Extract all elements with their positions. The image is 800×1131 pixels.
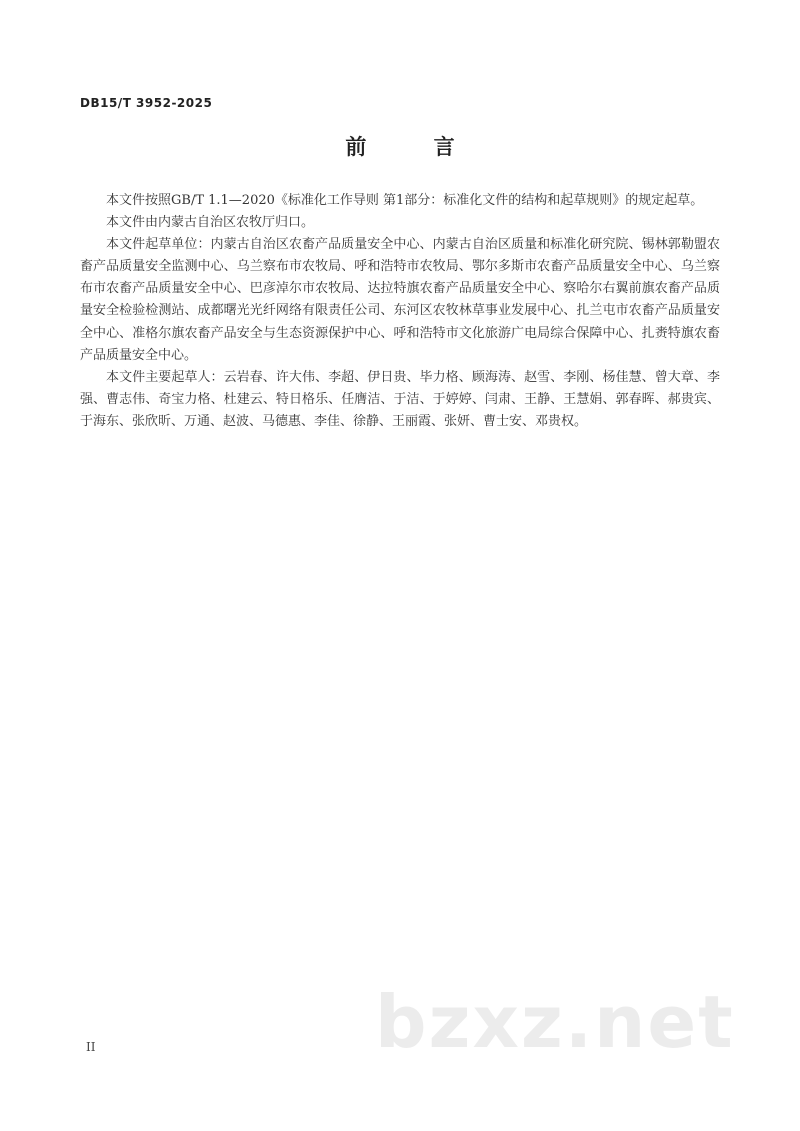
paragraph-drafting-units: 本文件起草单位：内蒙古自治区农畜产品质量安全中心、内蒙古自治区质量和标准化研究院、锡林郭勒盟农畜产品质量安全监测中心、乌兰察布市农牧局、呼和浩特市农牧局、鄂尔多斯市农畜产品质量安全中心、乌兰察布市农畜产品质量安全中心、巴彦淖尔市农牧局、达拉特旗农畜产品质量安全中心、察哈尔右翼前旗农畜产品质量安全检验检测站、成都曙光光纤网络有限责任公司、东河区农牧林草事业发展中心、扎兰屯市农畜产品质量安全中心、准格尔旗农畜产品安全与生态资源保护中心、呼和浩特市文化旅游广电局综合保障中心、扎赉特旗农畜产品质量安全中心。 xyxy=(80,237,720,363)
watermark-logo: bzxz.net xyxy=(375,980,735,1064)
paragraph-drafting-rules: 本文件按照GB/T 1.1—2020《标准化工作导则 第1部分：标准化文件的结构和起草规则》的规定起草。 xyxy=(106,193,704,208)
paragraph-responsible-authority: 本文件由内蒙古自治区农牧厅归口。 xyxy=(106,215,315,231)
page-number: II xyxy=(86,1040,96,1054)
section-title: 前 言 xyxy=(345,135,485,159)
paragraph-main-drafters: 本文件主要起草人：云岩春、许大伟、李超、伊日贵、毕力格、顾海涛、赵雪、李刚、杨佳慧、曾大章、李强、曹志伟、奇宝力格、杜建云、特日格乐、任膺洁、于洁、于婷婷、闫肃、王静、王慧娟、郭春晖、郝贵宾、于海东、张欣昕、万通、赵波、马德惠、李佳、徐静、王丽霞、张妍、曹士安、邓贵权。 xyxy=(80,369,720,429)
document-code: DB15/T 3952-2025 xyxy=(80,96,213,110)
foreword-body xyxy=(80,190,720,433)
